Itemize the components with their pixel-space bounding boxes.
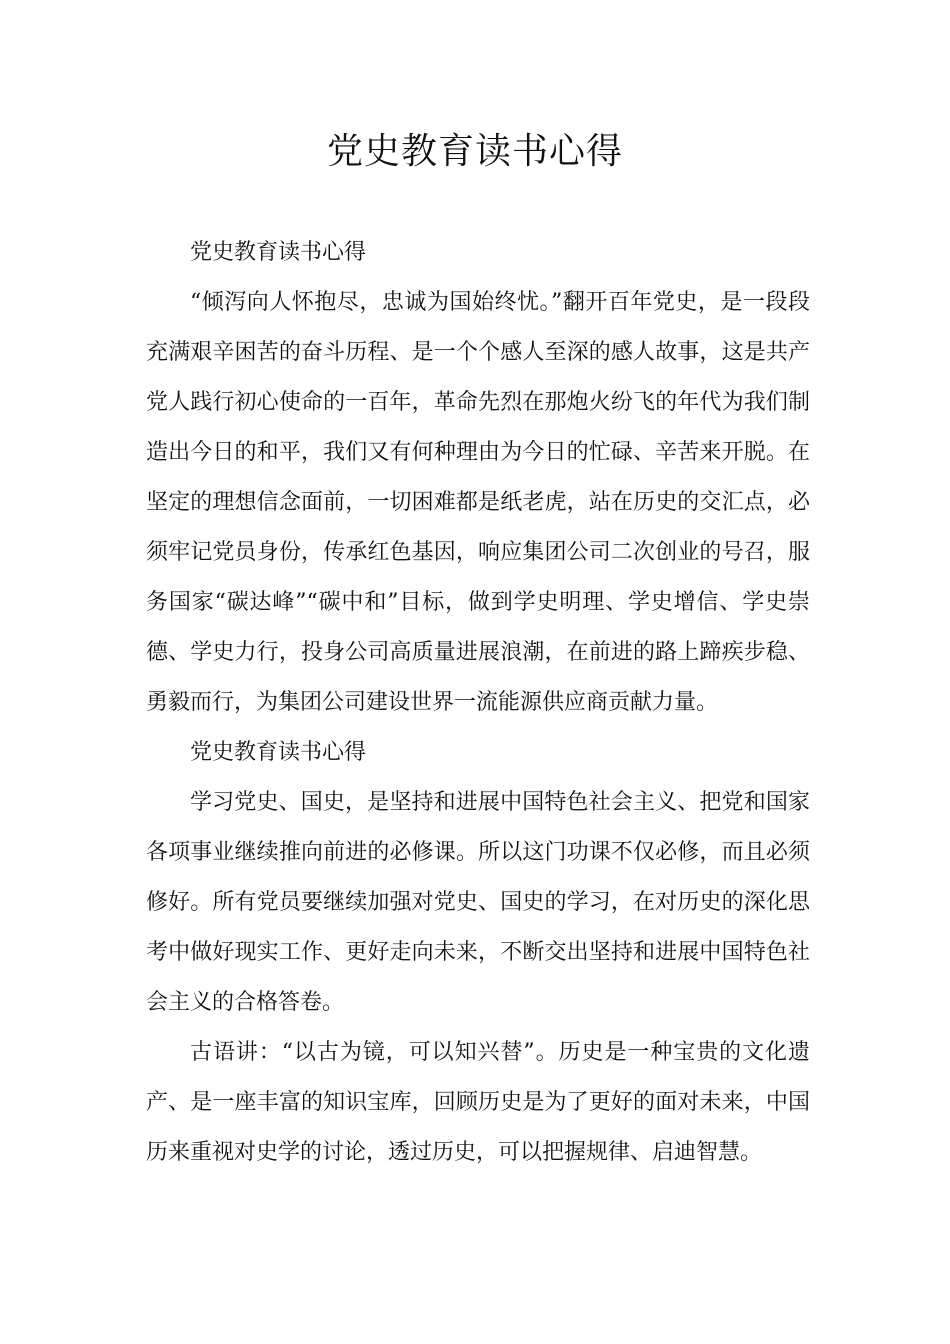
section-heading-2: 党史教育读书心得 [190,740,367,765]
document-title: 党史教育读书心得 [326,131,623,172]
paragraph-3: 古语讲：“以古为镜，可以知兴替”。历史是一种宝贵的文化遗产、是一座丰富的知识宝库，回顾历史是为了更好的面对未来，中国历来重视对史学的讨论，透过历史，可以把握规律、启迪智慧。 [146,1040,810,1165]
paragraph-1: “倾泻向人怀抱尽，忠诚为国始终忧。”翻开百年党史，是一段段充满艰辛困苦的奋斗历程、是一个个感人至深的感人故事，这是共产党人践行初心使命的一百年，革命先烈在那炮火纷飞的年代为我们制造出今日的和平，我们又有何种理由为今日的忙碌、辛苦来开脱。在坚定的理想信念面前，一切困难都是纸老虎，站在历史的交汇点，必须牢记党员身份，传承红色基因，响应集团公司二次创业的号召，服务国家“碳达峰”“碳中和”目标，做到学史明理、学史增信、学史崇德、学史力行，投身公司高质量进展浪潮，在前进的路上蹄疾步稳、勇毅而行，为集团公司建设世界一流能源供应商贡献力量。 [146,290,810,715]
document-body [146,228,810,1178]
section-heading-1: 党史教育读书心得 [190,240,367,265]
paragraph-2: 学习党史、国史，是坚持和进展中国特色社会主义、把党和国家各项事业继续推向前进的必修课。所以这门功课不仅必修，而且必须修好。所有党员要继续加强对党史、国史的学习，在对历史的深化思考中做好现实工作、更好走向未来，不断交出坚持和进展中国特色社会主义的合格答卷。 [146,790,810,1015]
